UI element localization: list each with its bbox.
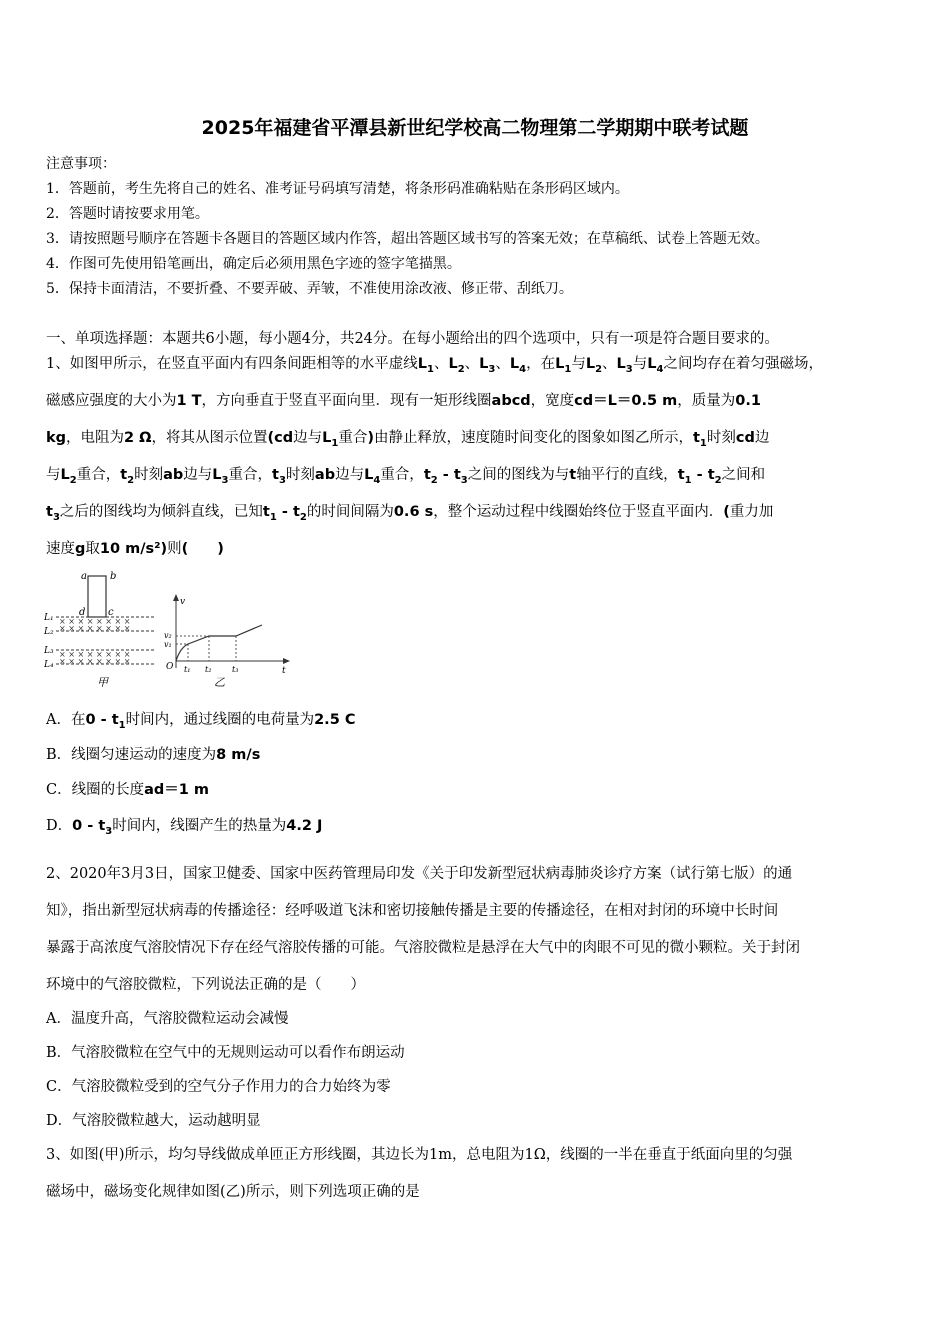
q2-line-4: 环境中的气溶胶微粒，下列说法正确的是（ ） <box>46 977 365 993</box>
figure-yi <box>164 594 290 689</box>
label-yi: 乙 <box>214 676 225 689</box>
q1-line-2: 磁感应强度的大小为1 T，方向垂直于竖直平面向里．现有一矩形线圈abcd，宽度cd＝L＝0.5 m，质量为0.1 <box>46 393 761 409</box>
vt-curve <box>176 625 262 661</box>
notice-item-3: 3．请按照题号顺序在答题卡各题目的答题区域内作答，超出答题区域书写的答案无效；在草稿纸、试卷上答题无效。 <box>46 231 769 247</box>
figure-jia <box>44 571 154 689</box>
exam-title: 2025年福建省平潭县新世纪学校高二物理第二学期期中联考试题 <box>201 117 749 139</box>
q3-line-1: 3、如图(甲)所示，均匀导线做成单匝正方形线圈，其边长为1m，总电阻为1Ω，线圈的一半在垂直于纸面向里的匀强 <box>46 1147 793 1163</box>
field-crosses <box>59 617 130 666</box>
q1-option-c: C．线圈的长度ad＝1 m <box>46 782 210 798</box>
notice-heading: 注意事项： <box>46 156 116 172</box>
svg-text:× × × × × × × ×: × × × × × × × × <box>59 657 131 666</box>
label-v2: v₂ <box>164 631 172 640</box>
label-t: t <box>282 666 286 676</box>
label-d: d <box>79 607 86 618</box>
label-jia: 甲 <box>97 676 108 689</box>
q1-line-1: 1、如图甲所示，在竖直平面内有四条间距相等的水平虚线$L_1$、$L_2$、$L_3$、$L_4$，在$L_1$与$L_2$、$L_3$与$L_4$之间均存在着匀强磁场， <box>46 356 823 375</box>
label-t1: t₁ <box>184 665 191 674</box>
notice-item-5: 5．保持卡面清洁，不要折叠、不要弄破、弄皱，不准使用涂改液、修正带、刮纸刀。 <box>46 281 573 297</box>
q2-option-a: A．温度升高，气溶胶微粒运动会减慢 <box>46 1011 289 1027</box>
v-axis-arrow <box>173 594 179 601</box>
label-b: b <box>110 571 117 582</box>
q1-figure <box>44 568 294 692</box>
label-L4: L₄ <box>44 660 54 670</box>
label-L3: L₃ <box>44 646 54 656</box>
label-v: v <box>180 597 186 607</box>
q1-option-a: A．在$0 - t_1$时间内，通过线圈的电荷量为2.5 C <box>46 712 356 731</box>
label-c: c <box>108 607 114 618</box>
svg-text:× × × × × × × ×: × × × × × × × × <box>59 650 131 659</box>
label-L2: L₂ <box>44 627 54 637</box>
notice-item-1: 1．答题前，考生先将自己的姓名、准考证号码填写清楚，将条形码准确粘贴在条形码区域内。 <box>46 181 629 197</box>
section-heading: 一、单项选择题：本题共6小题，每小题4分，共24分。在每小题给出的四个选项中，只有一项是符合题目要求的。 <box>46 331 779 347</box>
notice-item-4: 4．作图可先使用铅笔画出，确定后必须用黑色字迹的签字笔描黑。 <box>46 256 461 272</box>
label-O: O <box>166 662 174 672</box>
label-L1: L₁ <box>44 613 54 623</box>
q2-line-2: 知》，指出新型冠状病毒的传播途径：经呼吸道飞沫和密切接触传播是主要的传播途径，在相对封闭的环境中长时间 <box>46 903 779 919</box>
q1-option-b: B．线圈匀速运动的速度为8 m/s <box>46 747 261 763</box>
q1-line-3: kg，电阻为2 Ω，将其从图示位置(cd边与$L_1$重合)由静止释放，速度随时间变化的图象如图乙所示，$t_1$时刻cd边 <box>46 430 770 449</box>
notice-item-2: 2．答题时请按要求用笔。 <box>46 206 209 222</box>
label-a: a <box>81 571 87 582</box>
q1-line-5: $t_3$之后的图线均为倾斜直线，已知$t_1 - t_2$的时间间隔为0.6 s，整个运动过程中线圈始终位于竖直平面内．(重力加 <box>46 504 774 523</box>
svg-text:× × × × × × × ×: × × × × × × × × <box>59 617 131 626</box>
q2-line-1: 2、2020年3月3日，国家卫健委、国家中医药管理局印发《关于印发新型冠状病毒肺炎诊疗方案（试行第七版）的通 <box>46 866 793 882</box>
label-t3: t₃ <box>232 665 239 674</box>
q1-option-d: D．$0 - t_3$时间内，线圈产生的热量为4.2 J <box>46 818 323 837</box>
q2-option-d: D．气溶胶微粒越大，运动越明显 <box>46 1113 261 1129</box>
label-t2: t₂ <box>205 665 212 674</box>
q1-line-6: 速度g取10 m/s²)则( ) <box>46 541 224 557</box>
svg-text:× × × × × × × ×: × × × × × × × × <box>59 624 131 633</box>
coil-rect <box>88 576 106 617</box>
q3-line-2: 磁场中，磁场变化规律如图(乙)所示，则下列选项正确的是 <box>46 1184 420 1200</box>
q2-option-b: B．气溶胶微粒在空气中的无规则运动可以看作布朗运动 <box>46 1045 405 1061</box>
t-axis-arrow <box>283 658 290 664</box>
q1-line-4: 与$L_2$重合，$t_2$时刻ab边与$L_3$重合，$t_3$时刻ab边与$L_4$重合，$t_2 - t_3$之间的图线为与t轴平行的直线，$t_1 - t_2$之间和 <box>46 467 766 486</box>
q2-option-c: C．气溶胶微粒受到的空气分子作用力的合力始终为零 <box>46 1079 391 1095</box>
label-v1: v₁ <box>164 640 172 649</box>
q2-line-3: 暴露于高浓度气溶胶情况下存在经气溶胶传播的可能。气溶胶微粒是悬浮在大气中的肉眼不可见的微小颗粒。关于封闭 <box>46 940 800 956</box>
